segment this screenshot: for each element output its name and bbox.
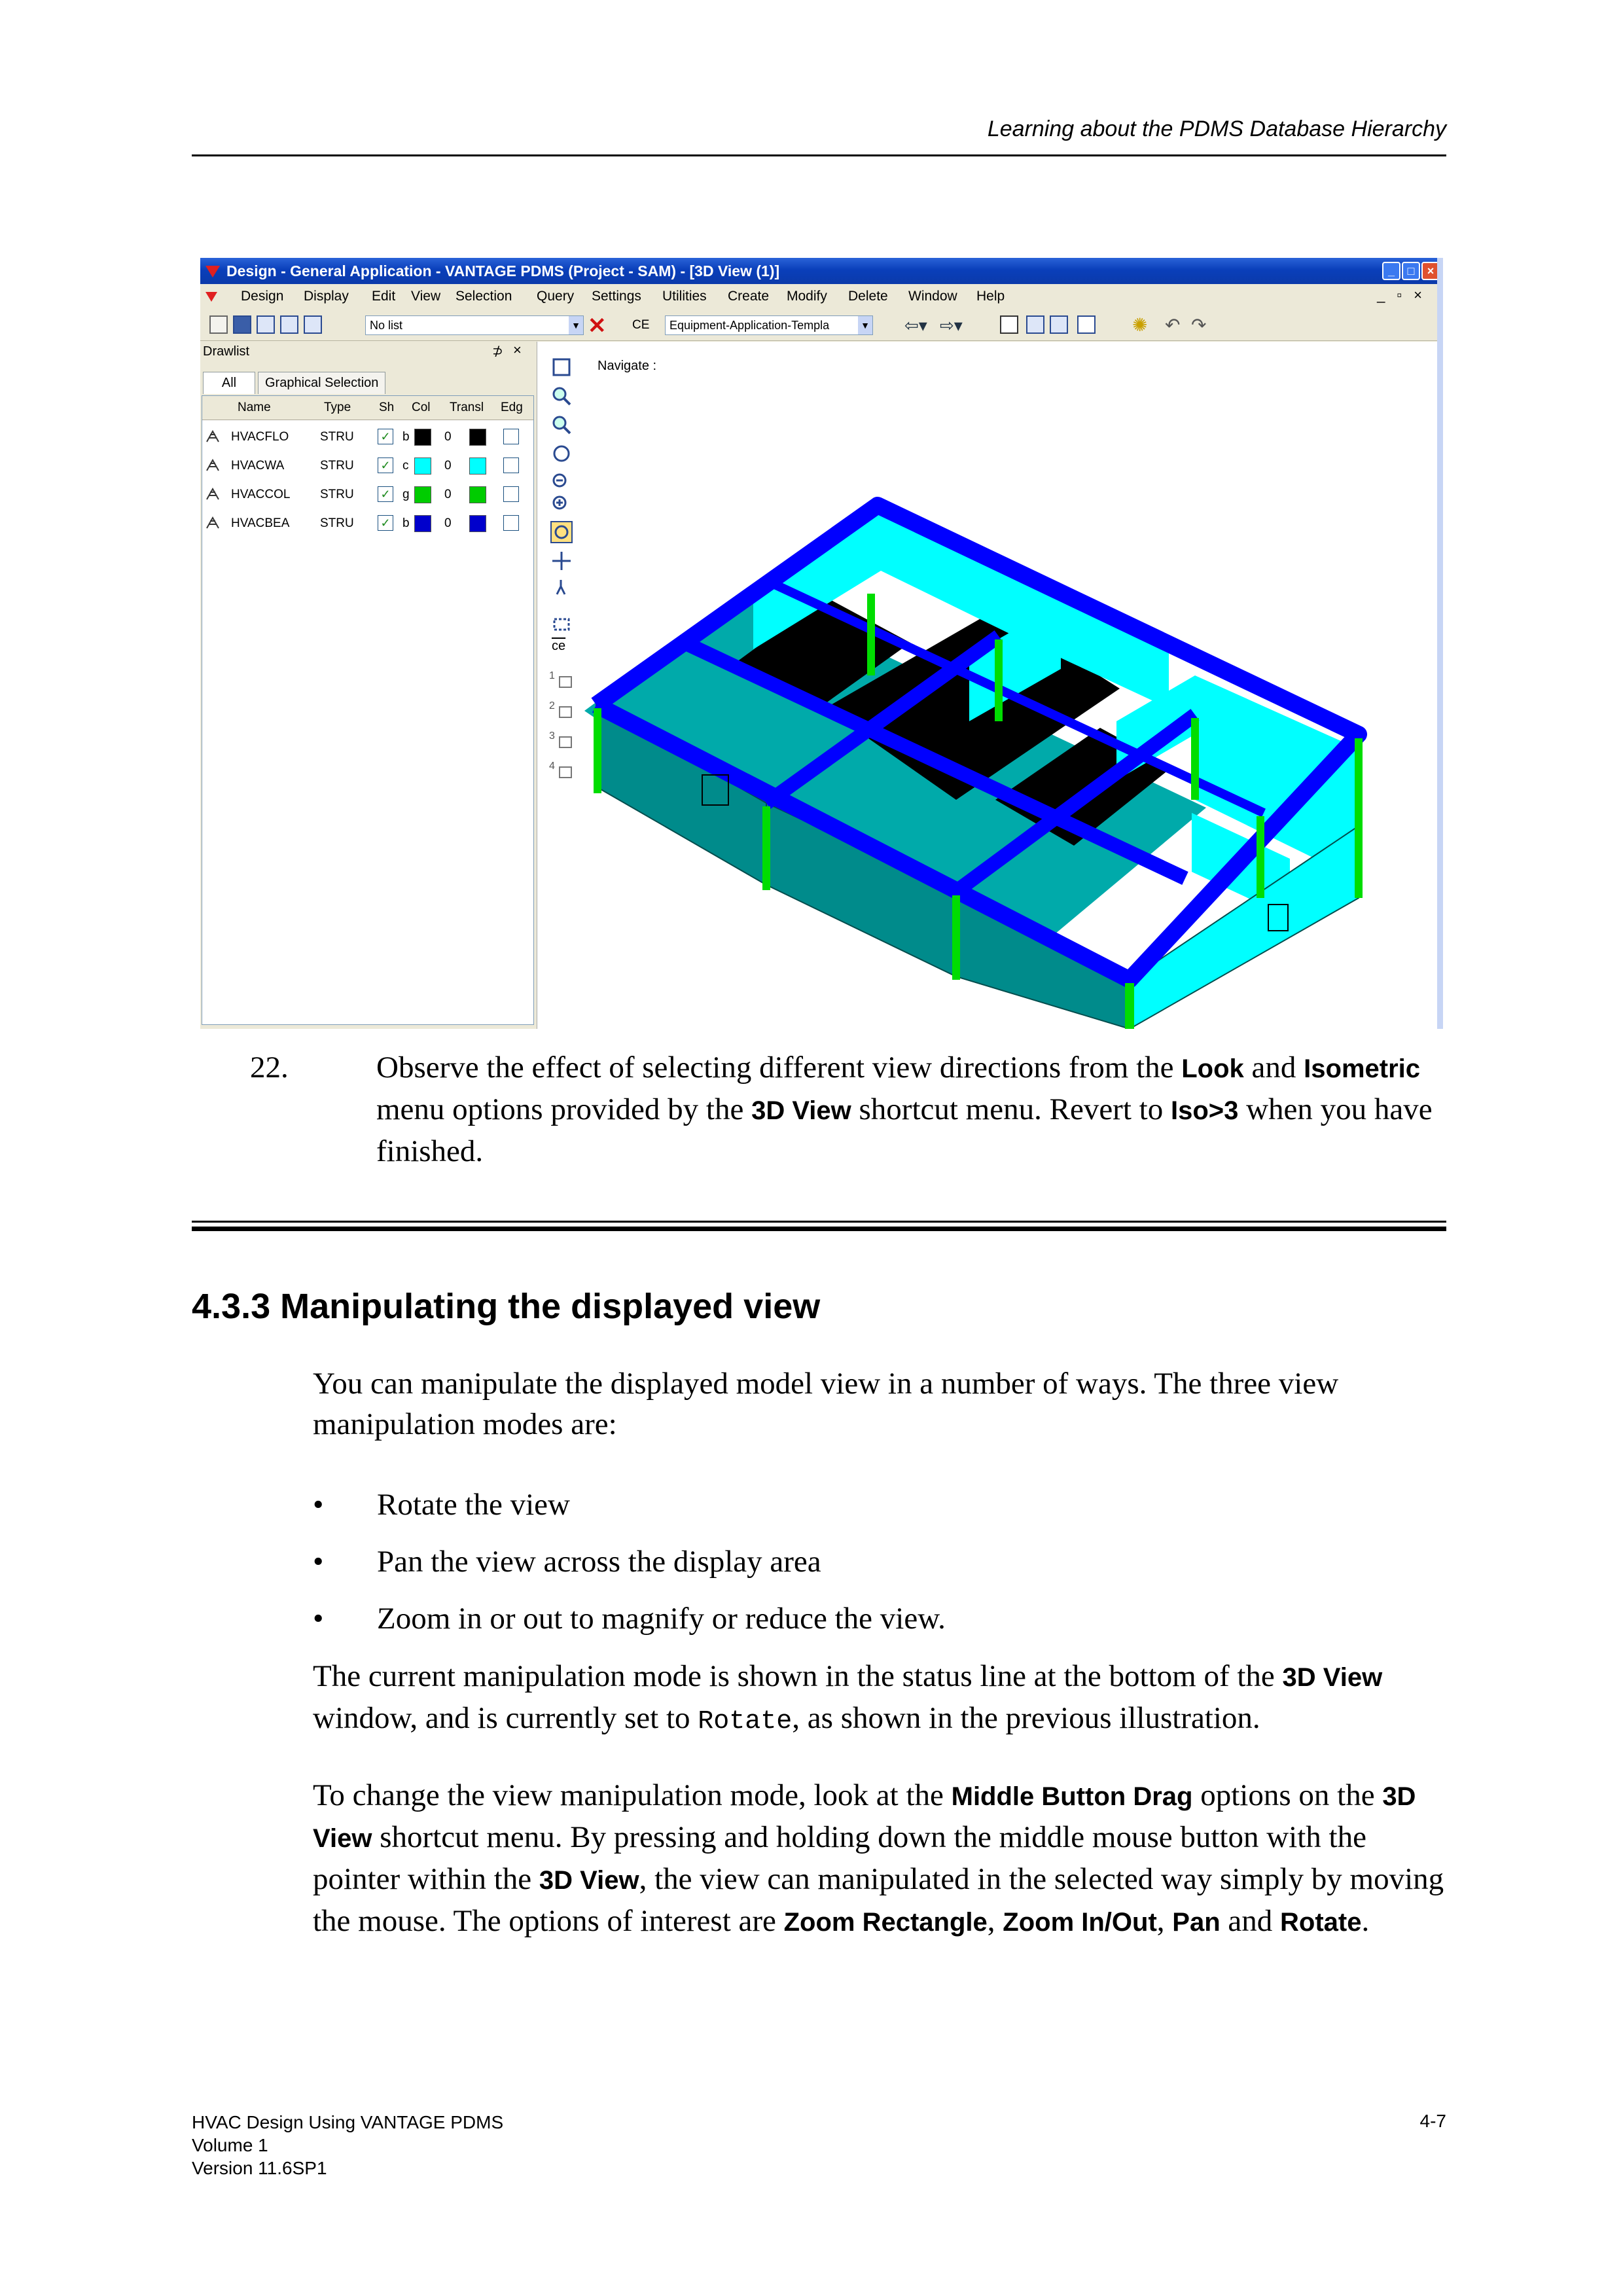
menu-ref-middle-button-drag: Middle Button Drag	[951, 1782, 1193, 1811]
intro-paragraph: You can manipulate the displayed model view in a number of ways. The three view manipulation modes are:	[313, 1367, 1339, 1441]
colour-swatch[interactable]	[414, 429, 431, 446]
text: and	[1220, 1904, 1281, 1938]
row-col-letter: g	[402, 488, 410, 501]
menu-create[interactable]: Create	[728, 289, 770, 304]
save-icon[interactable]	[233, 315, 251, 334]
edge-checkbox[interactable]	[503, 515, 519, 531]
text: ,	[1156, 1904, 1173, 1938]
close-button[interactable]: ×	[1421, 262, 1440, 280]
menu-display[interactable]: Display	[304, 289, 349, 304]
tab-graphical-selection[interactable]: Graphical Selection	[258, 372, 385, 394]
col-col[interactable]: Col	[412, 401, 431, 414]
ce-combo[interactable]	[665, 315, 873, 335]
colour-swatch[interactable]	[414, 515, 431, 532]
undo-icon[interactable]: ↶	[1165, 315, 1181, 335]
footer-title: HVAC Design Using VANTAGE PDMS	[192, 2112, 504, 2132]
app-screenshot	[200, 258, 1443, 1029]
menu-ref-iso3: Iso>3	[1170, 1096, 1239, 1125]
text: To change the view manipulation mode, look at the	[313, 1778, 952, 1812]
view-1-icon[interactable]: 1	[549, 670, 555, 681]
col-edg[interactable]: Edg	[501, 401, 523, 414]
table-row[interactable]	[202, 451, 533, 480]
mdi-restore-button[interactable]: ▫	[1397, 287, 1414, 303]
col-sh[interactable]: Sh	[379, 401, 395, 414]
mdi-close-button[interactable]: ×	[1414, 287, 1434, 303]
ce-combo-value: Equipment-Application-Templa	[669, 319, 830, 332]
row-type: STRU	[320, 430, 354, 444]
pdms-logo-icon	[205, 266, 220, 278]
row-name: HVACCOL	[231, 488, 291, 501]
row-name: HVACWA	[231, 459, 285, 473]
running-head: Learning about the PDMS Database Hierarchy	[987, 117, 1446, 141]
drawlist-panel	[200, 342, 538, 1029]
menu-window[interactable]: Window	[908, 289, 957, 304]
drawlist-table	[202, 395, 534, 1025]
structure-icon	[205, 515, 221, 531]
menu-view[interactable]: View	[411, 289, 441, 304]
list-combo-value: No list	[370, 319, 403, 332]
list-icon[interactable]	[304, 315, 322, 334]
redo-icon[interactable]: ↷	[1191, 315, 1207, 335]
row-name: HVACBEA	[231, 516, 290, 530]
menu-edit[interactable]: Edit	[372, 289, 396, 304]
row-transl: 0	[444, 488, 452, 501]
header-rule	[192, 154, 1446, 156]
row-type: STRU	[320, 459, 354, 473]
section-rule	[192, 1221, 1446, 1223]
text-icon[interactable]	[1077, 315, 1096, 334]
row-col-letter: c	[402, 459, 409, 473]
code-rotate: Rotate	[698, 1707, 793, 1736]
menu-ref-zoom-rectangle: Zoom Rectangle	[783, 1908, 988, 1937]
col-transl[interactable]: Transl	[450, 401, 484, 414]
footer	[192, 2111, 503, 2179]
mode-paragraph	[313, 1656, 1452, 1742]
remove-icon[interactable]: ✕	[588, 314, 607, 338]
menu-ref-isometric: Isometric	[1304, 1054, 1421, 1083]
menu-ref-3d-view: 3D View	[1282, 1663, 1383, 1692]
edge-swatch[interactable]	[469, 457, 486, 475]
col-type[interactable]: Type	[324, 401, 351, 414]
forward-arrow-icon[interactable]: ⇨▾	[940, 315, 963, 335]
bullet: •	[313, 1488, 324, 1522]
menu-utilities[interactable]: Utilities	[662, 289, 707, 304]
view-3-icon[interactable]: 3	[549, 730, 555, 742]
menu-bar	[200, 284, 1443, 309]
text: , as shown in the previous illustration.	[792, 1701, 1260, 1735]
table-row[interactable]	[202, 480, 533, 509]
tab-all[interactable]: All	[203, 372, 255, 394]
menu-selection[interactable]: Selection	[455, 289, 512, 304]
step-22-text	[376, 1047, 1450, 1172]
section-rule	[192, 1227, 1446, 1231]
window-title: Design - General Application - VANTAGE PDMS (Project - SAM) - [3D View (1)]	[226, 262, 780, 279]
edge-swatch[interactable]	[469, 486, 486, 503]
menu-help[interactable]: Help	[976, 289, 1005, 304]
colour-swatch[interactable]	[414, 457, 431, 475]
window-icon[interactable]	[257, 315, 275, 334]
row-col-letter: b	[402, 516, 410, 530]
pin-icon[interactable]: ⊅	[492, 344, 503, 359]
ce-view-icon[interactable]: $\overline{ce}$	[552, 639, 566, 653]
mdi-controls	[1377, 287, 1434, 304]
toolbar	[200, 310, 1443, 341]
hvac-model-view[interactable]	[537, 342, 1440, 1029]
structure-icon	[205, 457, 221, 473]
change-mode-paragraph	[313, 1775, 1452, 1943]
back-arrow-icon[interactable]: ⇦▾	[904, 315, 927, 335]
menu-ref-3d-view: 3D View	[751, 1096, 851, 1125]
text: Observe the effect of selecting different view directions from the	[376, 1050, 1182, 1085]
edge-swatch[interactable]	[469, 515, 486, 532]
menu-ref-zoom-in-out: Zoom In/Out	[1003, 1908, 1157, 1937]
menu-query[interactable]: Query	[537, 289, 575, 304]
colour-swatch[interactable]	[414, 486, 431, 503]
edge-checkbox[interactable]	[503, 486, 519, 502]
row-name: HVACFLO	[231, 430, 289, 444]
shade-checkbox[interactable]: ✓	[378, 429, 393, 444]
structure-icon	[205, 486, 221, 502]
row-col-letter: b	[402, 430, 410, 444]
explorer-icon[interactable]	[1026, 315, 1044, 334]
menu-delete[interactable]: Delete	[848, 289, 888, 304]
drawlist-header	[202, 396, 533, 420]
text: options on the	[1192, 1778, 1383, 1812]
section-title: 4.3.3 Manipulating the displayed view	[192, 1287, 821, 1326]
chevron-down-icon[interactable]: ▼	[858, 316, 872, 334]
navigate-label: Navigate :	[597, 359, 657, 373]
row-transl: 0	[444, 516, 452, 530]
bullet: •	[313, 1545, 324, 1579]
edge-checkbox[interactable]	[503, 429, 519, 444]
footer-version: Version 11.6SP1	[192, 2158, 327, 2178]
page-number: 4-7	[1419, 2111, 1446, 2131]
shade-checkbox[interactable]: ✓	[378, 515, 393, 531]
edge-checkbox[interactable]	[503, 457, 519, 473]
footer-volume: Volume 1	[192, 2135, 268, 2155]
drawlist-title: Drawlist	[203, 344, 250, 359]
menu-ref-look: Look	[1181, 1054, 1244, 1083]
menu-ref-3d-view: 3D View	[313, 1782, 1416, 1853]
maximize-button[interactable]: □	[1402, 262, 1420, 280]
shade-checkbox[interactable]: ✓	[378, 486, 393, 502]
row-transl: 0	[444, 459, 452, 473]
col-name[interactable]: Name	[238, 401, 271, 414]
text: window, and is currently set to	[313, 1701, 698, 1735]
row-type: STRU	[320, 516, 354, 530]
menu-ref-3d-view: 3D View	[539, 1866, 639, 1895]
menu-design[interactable]: Design	[241, 289, 284, 304]
table-row[interactable]	[202, 509, 533, 537]
text: and	[1243, 1050, 1304, 1085]
select-icon[interactable]	[1000, 315, 1018, 334]
text: , the view can manipulated in the selected way simply by moving the mouse. The options of interest are	[313, 1862, 1444, 1938]
bullet-text: Zoom in or out to magnify or reduce the view.	[377, 1602, 946, 1636]
edge-swatch[interactable]	[469, 429, 486, 446]
menu-ref-pan: Pan	[1172, 1908, 1221, 1937]
view-3d[interactable]	[537, 342, 1443, 1029]
structure-icon	[205, 429, 221, 444]
lighting-icon[interactable]: ✺	[1132, 315, 1148, 335]
step-number: 22.	[250, 1050, 289, 1085]
table-row[interactable]	[202, 422, 533, 451]
minimize-button[interactable]: _	[1382, 262, 1400, 280]
copy-view-icon[interactable]	[280, 315, 298, 334]
text: .	[1361, 1904, 1370, 1938]
bullet-text: Pan the view across the display area	[377, 1545, 821, 1579]
equipment-icon[interactable]	[1050, 315, 1068, 334]
text: ,	[987, 1904, 1003, 1938]
bullet: •	[313, 1602, 324, 1636]
text: shortcut menu. Revert to	[851, 1092, 1171, 1126]
text: menu options provided by the	[376, 1092, 752, 1126]
row-type: STRU	[320, 488, 354, 501]
view-2-icon[interactable]: 2	[549, 700, 555, 711]
title-bar[interactable]	[200, 258, 1443, 284]
chevron-down-icon[interactable]: ▼	[569, 316, 583, 334]
list-combo[interactable]	[365, 315, 584, 335]
ce-label: CE	[632, 318, 650, 332]
text: when you have finished.	[376, 1092, 1433, 1168]
menu-settings[interactable]: Settings	[592, 289, 641, 304]
shade-checkbox[interactable]: ✓	[378, 457, 393, 473]
scrollbar[interactable]	[1437, 258, 1443, 1029]
text: The current manipulation mode is shown in the status line at the bottom of the	[313, 1659, 1283, 1693]
menu-modify[interactable]: Modify	[787, 289, 827, 304]
panel-close-icon[interactable]: ×	[513, 342, 522, 358]
view-4-icon[interactable]: 4	[549, 761, 555, 772]
pointer-icon[interactable]	[209, 315, 228, 334]
row-transl: 0	[444, 430, 452, 444]
mdi-minimize-button[interactable]: _	[1377, 287, 1397, 303]
text: shortcut menu. By pressing and holding down the middle mouse button with the pointer within the	[313, 1820, 1366, 1896]
bullet-text: Rotate the view	[377, 1488, 570, 1522]
menu-ref-rotate: Rotate	[1280, 1908, 1362, 1937]
pdms-menu-icon	[205, 292, 217, 302]
